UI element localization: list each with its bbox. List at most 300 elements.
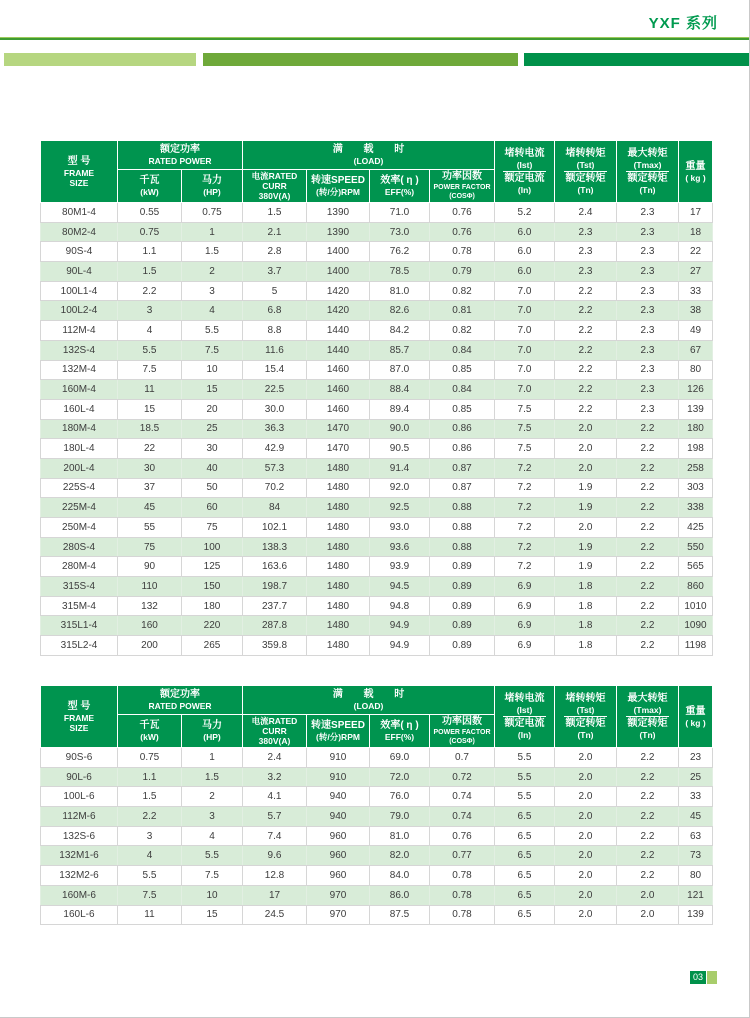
cell: 6.8 [243,301,307,321]
cell: 1400 [307,262,370,282]
cell: 112M-6 [41,807,118,827]
cell: 6.5 [495,866,555,886]
table-row [41,301,713,321]
cell: 15 [182,905,243,925]
cell: 6.5 [495,846,555,866]
cell: 2.2 [617,636,679,656]
table-row [41,767,713,787]
cell: 1480 [307,518,370,538]
cell: 2.2 [555,380,617,400]
cell: 2.3 [617,281,679,301]
table-row [41,478,713,498]
cell: 7.2 [495,498,555,518]
cell: 6.9 [495,596,555,616]
cell: 100L2-4 [41,301,118,321]
deco-bar-light [4,53,196,66]
cell: 63 [679,826,713,846]
cell: 5.2 [495,203,555,223]
table-row [41,340,713,360]
cell: 2 [182,787,243,807]
cell: 10 [182,360,243,380]
cell: 88.4 [370,380,430,400]
cell: 5.5 [182,846,243,866]
cell: 2.3 [617,340,679,360]
table-row [41,222,713,242]
cell: 1480 [307,577,370,597]
table-row [41,616,713,636]
cell: 5.7 [243,807,307,827]
cell: 2.2 [555,399,617,419]
cell: 94.5 [370,577,430,597]
cell: 960 [307,846,370,866]
cell: 0.88 [430,537,495,557]
cell: 7.0 [495,380,555,400]
cell: 2.2 [555,360,617,380]
cell: 2.2 [555,301,617,321]
cell: 1470 [307,439,370,459]
cell: 17 [243,885,307,905]
cell: 1.1 [118,242,182,262]
cell: 132S-4 [41,340,118,360]
cell: 82.6 [370,301,430,321]
table-row [41,905,713,925]
cell: 87.5 [370,905,430,925]
cell: 5.5 [118,340,182,360]
table-row [41,577,713,597]
cell: 565 [679,557,713,577]
cell: 91.4 [370,458,430,478]
cell: 6.0 [495,262,555,282]
cell: 2.3 [555,242,617,262]
cell: 20 [182,399,243,419]
col-group-load: 满 载 时 (LOAD) [243,686,495,715]
cell: 89.4 [370,399,430,419]
cell: 6.5 [495,905,555,925]
cell: 1420 [307,281,370,301]
cell: 2.2 [617,557,679,577]
cell: 17 [679,203,713,223]
cell: 110 [118,577,182,597]
cell: 1.9 [555,498,617,518]
cell: 1460 [307,360,370,380]
cell: 81.0 [370,281,430,301]
table-row [41,399,713,419]
cell: 75 [118,537,182,557]
cell: 6.9 [495,577,555,597]
cell: 0.78 [430,242,495,262]
cell: 425 [679,518,713,538]
col-speed: 转速SPEED (转/分)RPM [307,715,370,748]
cell: 55 [118,518,182,538]
cell: 1010 [679,596,713,616]
cell: 90.5 [370,439,430,459]
cell: 2.0 [555,846,617,866]
cell: 90 [118,557,182,577]
cell: 1480 [307,616,370,636]
cell: 80M1-4 [41,203,118,223]
cell: 1.9 [555,537,617,557]
table-row [41,596,713,616]
cell: 2.1 [243,222,307,242]
cell: 90.0 [370,419,430,439]
cell: 0.76 [430,203,495,223]
cell: 4.1 [243,787,307,807]
cell: 0.55 [118,203,182,223]
col-efficiency: 效率( η ) EFF(%) [370,170,430,203]
header-rule-dark [0,38,750,40]
cell: 72.0 [370,767,430,787]
cell: 0.87 [430,458,495,478]
cell: 84.2 [370,321,430,341]
cell: 0.84 [430,340,495,360]
cell: 0.74 [430,807,495,827]
table-row [41,807,713,827]
table-row [41,380,713,400]
table-row [41,419,713,439]
cell: 100L1-4 [41,281,118,301]
cell: 1198 [679,636,713,656]
cell: 5.5 [495,748,555,768]
cell: 2.2 [617,478,679,498]
cell: 7.2 [495,557,555,577]
cell: 84 [243,498,307,518]
cell: 2.2 [617,498,679,518]
cell: 180 [182,596,243,616]
cell: 15 [182,380,243,400]
cell: 2.0 [555,518,617,538]
cell: 2.2 [617,767,679,787]
cell: 0.82 [430,281,495,301]
cell: 2.2 [617,846,679,866]
cell: 0.85 [430,360,495,380]
cell: 303 [679,478,713,498]
cell: 1480 [307,498,370,518]
col-frame-size: 型 号 FRAME SIZE [41,141,118,203]
cell: 258 [679,458,713,478]
cell: 0.81 [430,301,495,321]
cell: 90L-6 [41,767,118,787]
cell: 0.7 [430,748,495,768]
cell: 45 [679,807,713,827]
cell: 6.5 [495,885,555,905]
cell: 0.89 [430,616,495,636]
cell: 1480 [307,458,370,478]
cell: 9.6 [243,846,307,866]
table-row [41,262,713,282]
cell: 0.75 [118,222,182,242]
cell: 73.0 [370,222,430,242]
cell: 265 [182,636,243,656]
cell: 315M-4 [41,596,118,616]
cell: 315L1-4 [41,616,118,636]
cell: 0.82 [430,321,495,341]
table-row [41,636,713,656]
cell: 60 [182,498,243,518]
cell: 82.0 [370,846,430,866]
cell: 1460 [307,399,370,419]
cell: 160L-6 [41,905,118,925]
cell: 100L-6 [41,787,118,807]
cell: 15.4 [243,360,307,380]
cell: 24.5 [243,905,307,925]
cell: 90L-4 [41,262,118,282]
cell: 1390 [307,222,370,242]
cell: 2.2 [617,748,679,768]
col-hp: 马力 (HP) [182,170,243,203]
cell: 2.0 [555,807,617,827]
table-row [41,557,713,577]
cell: 37 [118,478,182,498]
col-weight: 重量 ( kg ) [679,141,713,203]
table-row [41,518,713,538]
cell: 22.5 [243,380,307,400]
cell: 1470 [307,419,370,439]
cell: 280M-4 [41,557,118,577]
cell: 18 [679,222,713,242]
cell: 2.2 [617,826,679,846]
cell: 93.9 [370,557,430,577]
cell: 30 [118,458,182,478]
cell: 76.0 [370,787,430,807]
cell: 2.0 [555,866,617,886]
cell: 3 [182,281,243,301]
cell: 2.0 [555,905,617,925]
table-row [41,885,713,905]
cell: 132M2-6 [41,866,118,886]
cell: 2.2 [617,458,679,478]
cell: 0.78 [430,866,495,886]
spec-table-4pole [40,140,713,656]
cell: 50 [182,478,243,498]
cell: 180L-4 [41,439,118,459]
cell: 3.7 [243,262,307,282]
cell: 198.7 [243,577,307,597]
table-body-4pole [41,203,713,656]
cell: 7.2 [495,537,555,557]
cell: 7.2 [495,518,555,538]
cell: 0.77 [430,846,495,866]
cell: 0.79 [430,262,495,282]
cell: 0.88 [430,498,495,518]
cell: 2.3 [617,262,679,282]
cell: 0.89 [430,557,495,577]
cell: 71.0 [370,203,430,223]
table-row [41,748,713,768]
table-row [41,787,713,807]
cell: 4 [118,321,182,341]
col-power-factor: 功率因数 POWER FACTOR (COSΦ) [430,715,495,748]
cell: 1.8 [555,616,617,636]
cell: 2.0 [555,787,617,807]
col-group-rated-power: 额定功率 RATED POWER [118,686,243,715]
cell: 4 [118,846,182,866]
cell: 30.0 [243,399,307,419]
cell: 22 [118,439,182,459]
col-max-torque: 最大转矩 (Tmax) 额定转矩 (Tn) [617,141,679,203]
cell: 280S-4 [41,537,118,557]
cell: 910 [307,767,370,787]
cell: 7.2 [495,478,555,498]
cell: 90S-6 [41,748,118,768]
cell: 4 [182,301,243,321]
col-group-load: 满 载 时 (LOAD) [243,141,495,170]
cell: 2.2 [617,787,679,807]
cell: 7.5 [182,866,243,886]
cell: 940 [307,807,370,827]
cell: 75 [182,518,243,538]
col-locked-rotor-torque: 堵转转矩 (Tst) 额定转矩 (Tn) [555,141,617,203]
cell: 1480 [307,537,370,557]
table-row [41,498,713,518]
cell: 2.2 [617,518,679,538]
cell: 0.76 [430,222,495,242]
cell: 225S-4 [41,478,118,498]
cell: 315L2-4 [41,636,118,656]
cell: 33 [679,787,713,807]
cell: 1480 [307,636,370,656]
cell: 1460 [307,380,370,400]
cell: 960 [307,826,370,846]
cell: 57.3 [243,458,307,478]
cell: 2.0 [617,885,679,905]
cell: 1480 [307,557,370,577]
cell: 1440 [307,340,370,360]
cell: 7.0 [495,281,555,301]
cell: 338 [679,498,713,518]
col-group-rated-power: 额定功率 RATED POWER [118,141,243,170]
page-title: YXF 系列 [648,15,718,32]
cell: 3.2 [243,767,307,787]
cell: 81.0 [370,826,430,846]
cell: 100 [182,537,243,557]
cell: 1090 [679,616,713,636]
cell: 2 [182,262,243,282]
cell: 132M1-6 [41,846,118,866]
cell: 36.3 [243,419,307,439]
cell: 69.0 [370,748,430,768]
cell: 2.2 [617,537,679,557]
cell: 2.4 [243,748,307,768]
cell: 198 [679,439,713,459]
cell: 2.8 [243,242,307,262]
cell: 7.5 [495,399,555,419]
table-row [41,826,713,846]
cell: 163.6 [243,557,307,577]
cell: 40 [182,458,243,478]
cell: 1.9 [555,557,617,577]
cell: 160M-6 [41,885,118,905]
cell: 3 [118,826,182,846]
cell: 940 [307,787,370,807]
cell: 93.0 [370,518,430,538]
cell: 1.8 [555,577,617,597]
table-row [41,458,713,478]
cell: 27 [679,262,713,282]
col-locked-rotor-torque: 堵转转矩 (Tst) 额定转矩 (Tn) [555,686,617,748]
cell: 7.5 [495,419,555,439]
cell: 1.5 [243,203,307,223]
cell: 910 [307,748,370,768]
cell: 180 [679,419,713,439]
col-speed: 转速SPEED (转/分)RPM [307,170,370,203]
spec-table-6pole [40,685,713,925]
cell: 8.8 [243,321,307,341]
cell: 2.3 [617,380,679,400]
table-row [41,203,713,223]
cell: 0.72 [430,767,495,787]
cell: 2.3 [617,222,679,242]
cell: 1.5 [118,787,182,807]
cell: 2.2 [617,596,679,616]
cell: 1480 [307,596,370,616]
cell: 5.5 [495,767,555,787]
cell: 7.4 [243,826,307,846]
col-max-torque: 最大转矩 (Tmax) 额定转矩 (Tn) [617,686,679,748]
cell: 0.88 [430,518,495,538]
cell: 7.5 [118,885,182,905]
cell: 1.5 [182,242,243,262]
table-header [41,141,713,203]
cell: 2.3 [617,360,679,380]
cell: 0.87 [430,478,495,498]
cell: 1480 [307,478,370,498]
cell: 2.0 [555,885,617,905]
cell: 94.9 [370,636,430,656]
cell: 2.3 [617,242,679,262]
cell: 6.0 [495,222,555,242]
cell: 5.5 [118,866,182,886]
cell: 0.89 [430,596,495,616]
cell: 287.8 [243,616,307,636]
cell: 132 [118,596,182,616]
cell: 160 [118,616,182,636]
cell: 2.0 [555,419,617,439]
cell: 7.5 [118,360,182,380]
col-locked-rotor-current: 堵转电流 (Ist) 额定电流 (In) [495,141,555,203]
cell: 5.5 [182,321,243,341]
deco-bar-dark [524,53,750,66]
table-row [41,360,713,380]
cell: 6.0 [495,242,555,262]
cell: 12.8 [243,866,307,886]
cell: 70.2 [243,478,307,498]
cell: 0.89 [430,577,495,597]
col-rated-current: 电流RATED CURR 380V(A) [243,170,307,203]
cell: 92.5 [370,498,430,518]
cell: 76.2 [370,242,430,262]
cell: 2.2 [617,419,679,439]
cell: 2.0 [555,439,617,459]
cell: 23 [679,748,713,768]
cell: 1.5 [118,262,182,282]
cell: 7.2 [495,458,555,478]
table-body-6pole [41,748,713,925]
cell: 550 [679,537,713,557]
cell: 2.3 [555,222,617,242]
cell: 5.5 [495,787,555,807]
cell: 7.5 [182,340,243,360]
table-header [41,686,713,748]
cell: 7.0 [495,301,555,321]
cell: 2.0 [555,748,617,768]
cell: 42.9 [243,439,307,459]
cell: 18.5 [118,419,182,439]
cell: 2.2 [118,807,182,827]
table-row [41,537,713,557]
cell: 2.3 [617,399,679,419]
cell: 6.5 [495,807,555,827]
cell: 80M2-4 [41,222,118,242]
